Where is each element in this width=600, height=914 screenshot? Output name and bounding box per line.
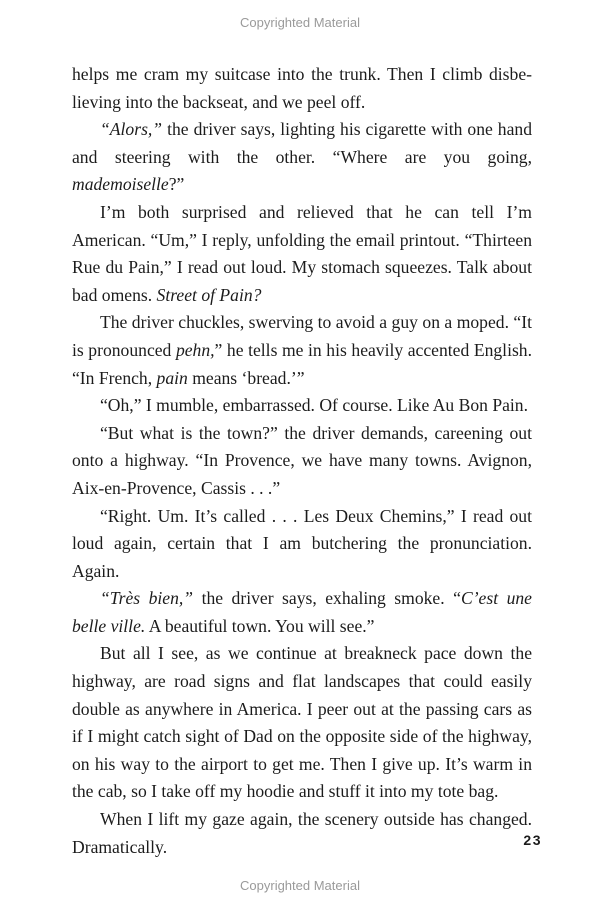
text-run: ?” <box>168 174 185 195</box>
italic-text-run: pain <box>156 367 188 388</box>
copyright-watermark-bottom: Copyrighted Material <box>240 878 360 893</box>
paragraph <box>72 420 532 503</box>
italic-text-run: mademoiselle <box>72 174 169 195</box>
paragraph <box>72 61 532 116</box>
paragraph <box>72 640 532 806</box>
italic-text-run: Street of Pain? <box>156 284 262 305</box>
text-run: When I lift my gaze again, the scenery outside has changed. Dramatically. <box>72 809 532 857</box>
paragraph <box>72 806 532 861</box>
paragraph <box>72 503 532 586</box>
paragraph <box>72 392 532 420</box>
italic-text-run: pehn, <box>175 339 215 360</box>
text-run: the driver says, lighting his cigarette with one hand and steering with the other. “Where are you going, <box>72 119 532 167</box>
paragraph <box>72 585 532 640</box>
text-run: “Right. Um. It’s called . . . Les Deux Chemins,” I read out loud again, certain that I am butchering the pronunciation. Again. <box>72 505 532 581</box>
italic-text-run: “Très bien,” <box>100 588 194 609</box>
text-run: The driver chuckles, swerving to avoid a guy on a moped. “It is pronounced <box>72 312 532 360</box>
italic-text-run: C’est une belle ville. <box>72 588 532 636</box>
copyright-watermark-top: Copyrighted Material <box>240 15 360 30</box>
paragraph <box>72 116 532 199</box>
text-run: ” he tells me in his heavily accented English. “In French, <box>72 339 533 388</box>
text-run: But all I see, as we continue at breakneck pace down the highway, are road signs and flat landscapes that could easily double as anywhere in America. I peer out at the passing cars as if I might catch sight of Dad on the opposite side of the highway, on his way to the airport to get me. Then I give up. It’s warm in the cab, so I take off my hoodie and stuff it into my tote bag. <box>72 643 532 802</box>
text-run: “But what is the town?” the driver demands, careening out onto a highway. “In Provence, we have many towns. Avignon, Aix-en-Provence, Cassis . . .” <box>72 422 532 498</box>
text-run: A beautiful town. You will see.” <box>145 615 375 636</box>
text-run: means ‘bread.’” <box>187 367 305 388</box>
text-run: “Oh,” I mumble, embarrassed. Of course. Like Au Bon Pain. <box>100 395 529 416</box>
italic-text-run: “Alors,” <box>100 119 163 140</box>
paragraph <box>72 309 532 392</box>
text-run: the driver says, exhaling smoke. “ <box>193 588 461 609</box>
paragraph <box>72 199 532 309</box>
text-run: I’m both surprised and relieved that he can tell I’m American. “Um,” I reply, unfolding the email printout. “Thirteen Rue du Pain,” I read out loud. My stomach squeezes. Talk about bad omens. <box>72 201 532 305</box>
page-number: 23 <box>523 832 542 848</box>
page-body <box>72 61 532 861</box>
text-run: helps me cram my suitcase into the trunk. Then I climb disbe- lieving into the backseat, and we peel off. <box>72 64 532 112</box>
